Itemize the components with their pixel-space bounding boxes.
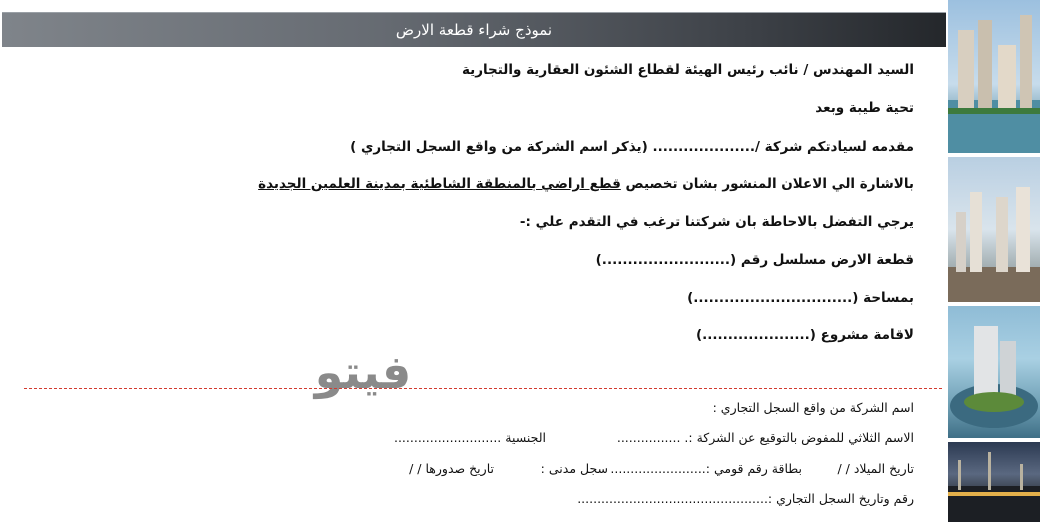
commercial-register-field: رقم وتاريخ السجل التجاري :................................................ bbox=[577, 491, 914, 506]
towers-photo bbox=[948, 0, 1040, 153]
form-title: نموذج شراء قطعة الارض bbox=[395, 21, 553, 39]
greeting-line: تحية طيبة وبعد bbox=[815, 100, 914, 116]
form-header-bar bbox=[2, 12, 946, 47]
site-watermark bbox=[292, 342, 434, 402]
salutation-line: السيد المهندس / نائب رئيس الهيئة لقطاع الشئون العقارية والتجارية bbox=[461, 62, 914, 78]
watermark-text: فيتو bbox=[314, 345, 412, 399]
nationality-field: الجنسية ........................... bbox=[393, 430, 546, 445]
signatory-field: الاسم الثلاثي للمفوض بالتوقيع عن الشركة :. ................ bbox=[616, 430, 914, 445]
national-id-field: بطاقة رقم قومي :........................ bbox=[610, 461, 802, 476]
birth-date-field: تاريخ الميلاد / / bbox=[837, 461, 914, 476]
photo-strip bbox=[948, 0, 1040, 523]
request-line: يرجي التفضل بالاحاطة بان شركتنا ترغب في التقدم علي :- bbox=[519, 214, 914, 230]
plot-number-line: قطعة الارض مسلسل رقم (.........................) bbox=[595, 252, 914, 268]
reference-prefix: بالاشارة الي الاعلان المنشور بشان تخصيص bbox=[625, 176, 914, 192]
company-name-field: اسم الشركة من واقع السجل التجاري : bbox=[712, 400, 914, 415]
area-line: بمساحة (...............................) bbox=[687, 290, 914, 306]
reference-underlined: قطع اراضي بالمنطقة الشاطئية بمدينة العلمين الجديدة bbox=[258, 176, 621, 192]
seafront-photo bbox=[948, 306, 1040, 438]
project-line: لاقامة مشروع (.....................) bbox=[695, 327, 914, 343]
reference-line bbox=[258, 176, 914, 192]
night-road-photo bbox=[948, 442, 1040, 522]
dashed-divider bbox=[24, 388, 942, 389]
civil-registry-field: سجل مدنى : bbox=[540, 461, 608, 476]
company-line: مقدمه لسيادتكم شركة /.................... (يذكر اسم الشركة من واقع السجل التجاري ) bbox=[350, 139, 914, 155]
coast-towers-photo bbox=[948, 157, 1040, 302]
issue-date-field: تاريخ صدورها / / bbox=[409, 461, 494, 476]
